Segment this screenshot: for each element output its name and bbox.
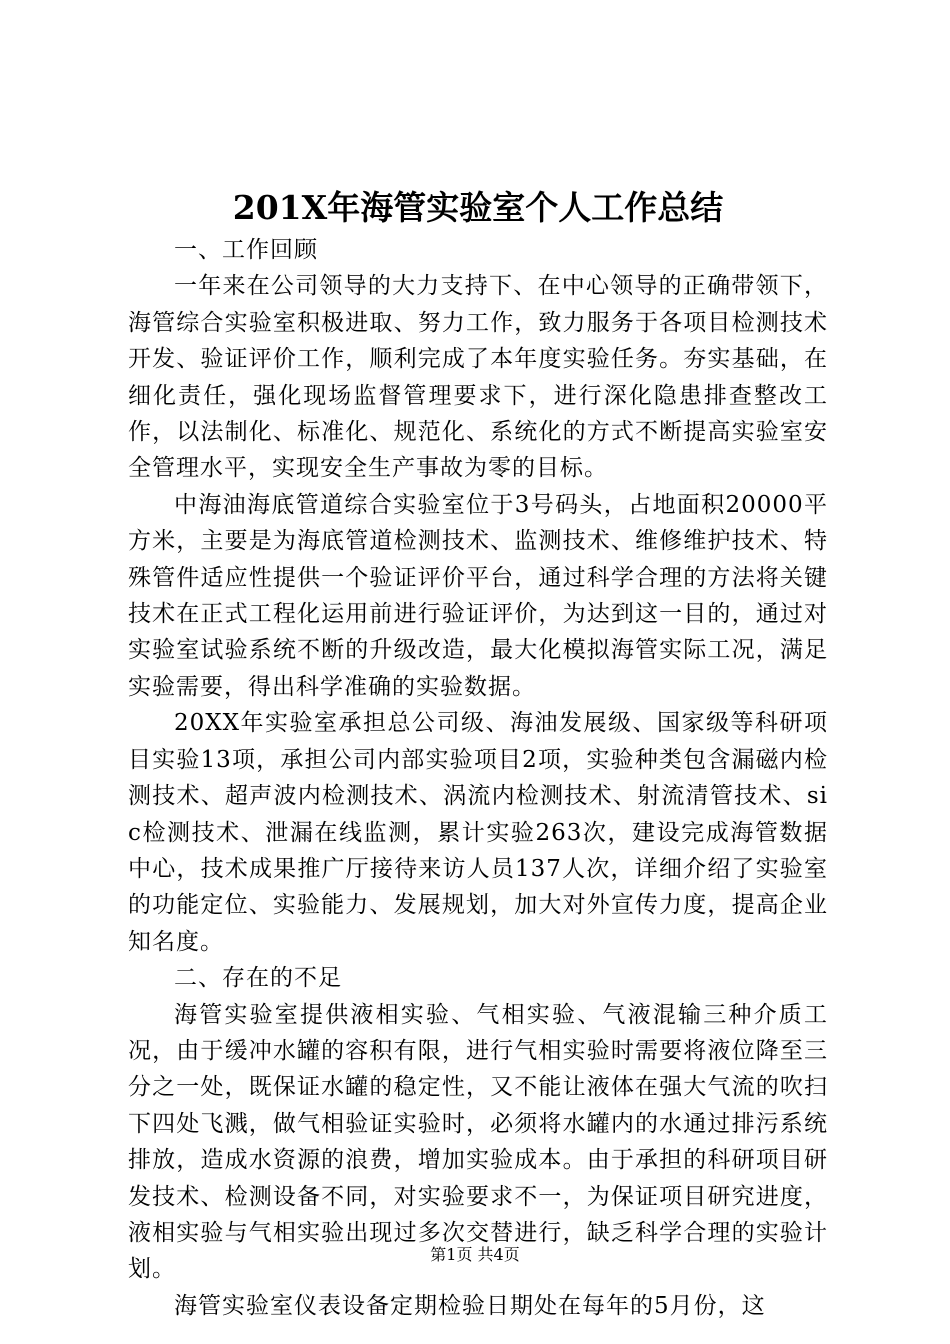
paragraph: 中海油海底管道综合实验室位于3号码头，占地面积20000平方米，主要是为海底管道检测技术、监测技术、维修维护技术、特殊管件适应性提供一个验证评价平台，通过科学合理的方法将关键技术在正式工程化运用前进行验证评价，为达到这一目的，通过对实验室试验系统不断的升级改造，最大化模拟海管实际工况，满足实验需要，得出科学准确的实验数据。 xyxy=(128,491,828,700)
section-heading-review: 一、工作回顾 xyxy=(174,237,318,263)
document-title: 201X年海管实验室个人工作总结 xyxy=(232,188,724,227)
page-number-footer: 第1页 共4页 xyxy=(430,1245,520,1264)
section-heading-shortcomings: 二、存在的不足 xyxy=(174,965,342,992)
document-body xyxy=(128,232,828,1324)
paragraph: 海管实验室仪表设备定期检验日期处在每年的5月份，这 xyxy=(174,1292,766,1319)
paragraph: 海管实验室提供液相实验、气相实验、气液混输三种介质工况，由于缓冲水罐的容积有限，进行气相实验时需要将液位降至三分之一处，既保证水罐的稳定性，又不能让液体在强大气流的吹扫下四处飞溅，做气相验证实验时，必须将水罐内的水通过排污系统排放，造成水资源的浪费，增加实验成本。由于承担的科研项目研发技术、检测设备不同，对实验要求不一，为保证项目研究进度，液相实验与气相实验出现过多次交替进行，缺乏科学合理的实验计划。 xyxy=(128,1001,828,1283)
paragraph: 20XX年实验室承担总公司级、海油发展级、国家级等科研项目实验13项，承担公司内部实验项目2项，实验种类包含漏磁内检测技术、超声波内检测技术、涡流内检测技术、射流清管技术、sic检测技术、泄漏在线监测，累计实验263次，建设完成海管数据中心，技术成果推广厅接待来访人员137人次，详细介绍了实验室的功能定位、实验能力、发展规划，加大对外宣传力度，提高企业知名度。 xyxy=(128,710,828,955)
paragraph: 一年来在公司领导的大力支持下、在中心领导的正确带领下，海管综合实验室积极进取、努力工作，致力服务于各项目检测技术开发、验证评价工作，顺利完成了本年度实验任务。夯实基础，在细化责任，强化现场监督管理要求下，进行深化隐患排查整改工作，以法制化、标准化、规范化、系统化的方式不断提高实验室安全管理水平，实现安全生产事故为零的目标。 xyxy=(128,273,828,482)
